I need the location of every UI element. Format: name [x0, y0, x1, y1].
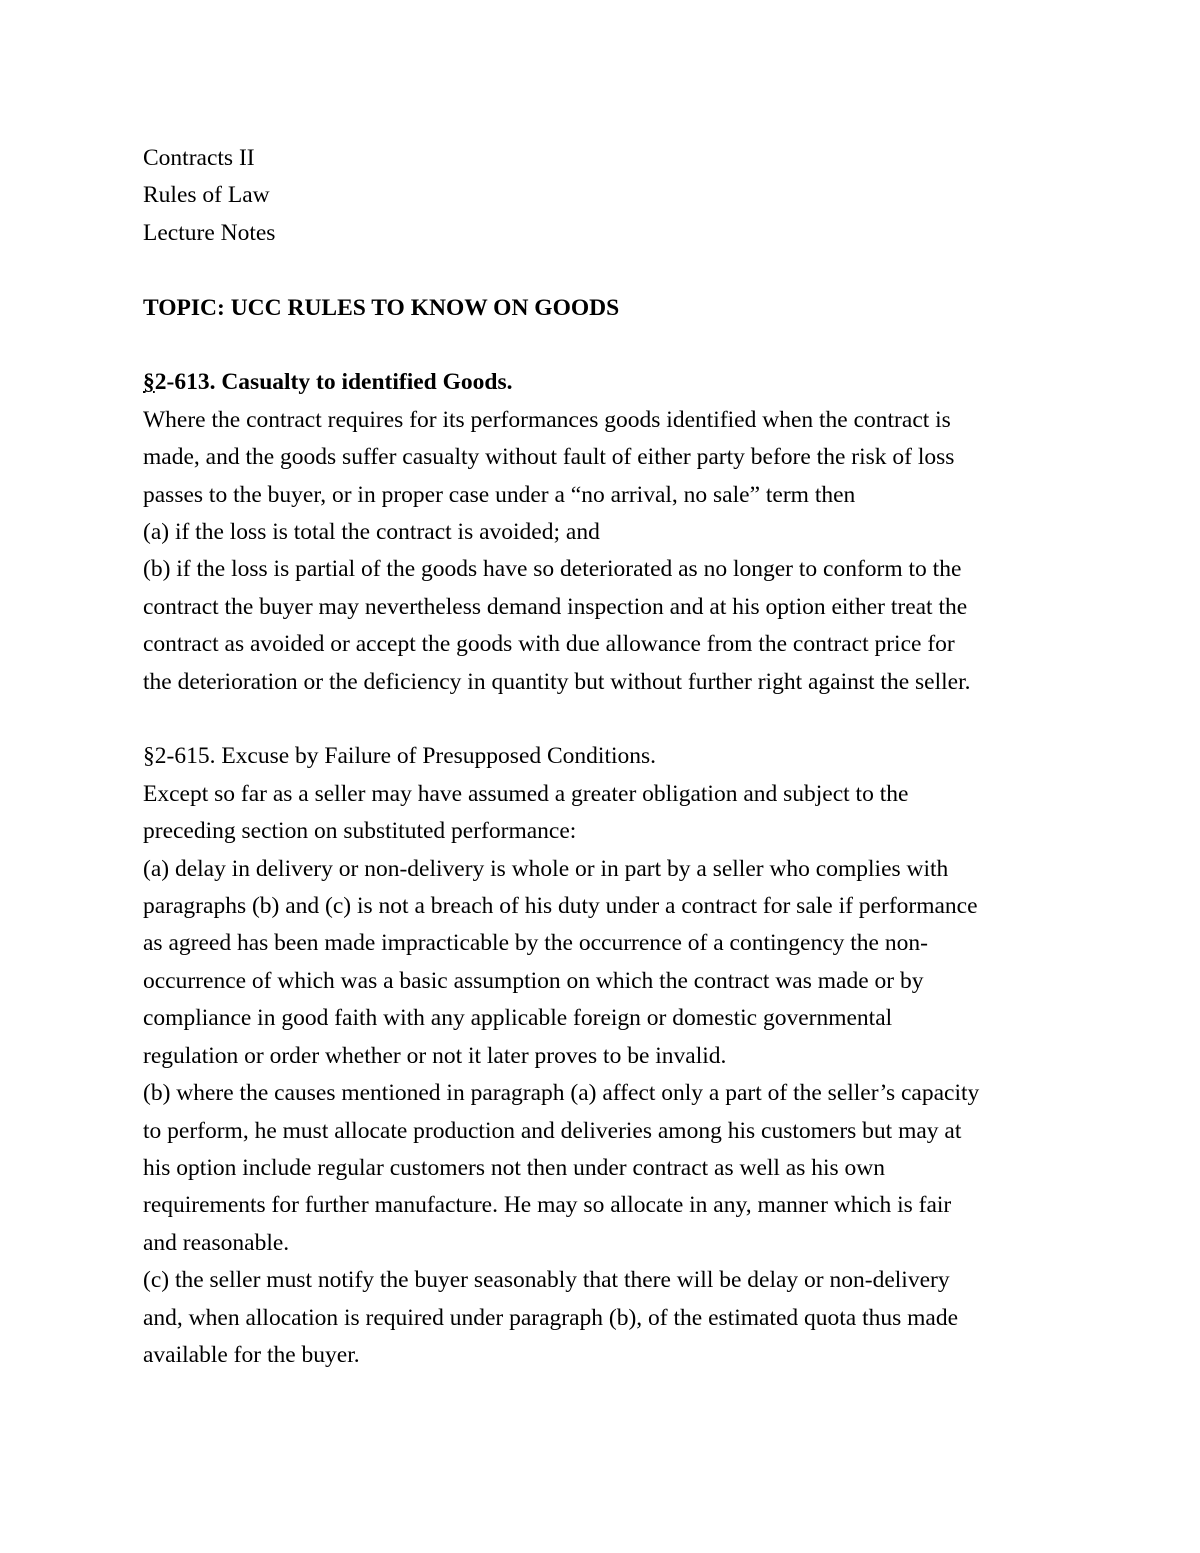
section-2-615-line: preceding section on substituted performance:	[143, 818, 577, 845]
section-2-615-line: available for the buyer.	[143, 1341, 360, 1368]
section-2-615-line: regulation or order whether or not it later proves to be invalid.	[143, 1042, 727, 1069]
section-2-613-line: made, and the goods suffer casualty without fault of either party before the risk of loss	[143, 444, 955, 471]
section-2-615-line: requirements for further manufacture. He may so allocate in any, manner which is fair	[143, 1192, 952, 1219]
section-2-615-line: and reasonable.	[143, 1229, 290, 1256]
topic-heading: TOPIC: UCC RULES TO KNOW ON GOODS	[143, 294, 620, 321]
section-2-615-line: to perform, he must allocate production and deliveries among his customers but may at	[143, 1117, 962, 1144]
spacer	[143, 327, 1073, 364]
section-heading-text: 2-613. Casualty to identified Goods.	[154, 369, 513, 396]
section-2-615-line: compliance in good faith with any applicable foreign or domestic governmental	[143, 1005, 893, 1032]
course-title: Contracts II	[143, 145, 255, 171]
section-2-613-line: passes to the buyer, or in proper case under a “no arrival, no sale” term then	[143, 481, 856, 508]
section-2-613-line: (a) if the loss is total the contract is avoided; and	[143, 519, 600, 546]
section-2-613-line: Where the contract requires for its performances goods identified when the contract is	[143, 406, 951, 433]
section-2-613-line: contract the buyer may nevertheless demand inspection and at his option either treat the	[143, 593, 968, 620]
section-2-615-line: and, when allocation is required under paragraph (b), of the estimated quota thus made	[143, 1304, 959, 1331]
section-2-613-line: the deterioration or the deficiency in quantity but without further right against the seller.	[143, 668, 971, 695]
section-2-613-line: contract as avoided or accept the goods with due allowance from the contract price for	[143, 631, 955, 658]
section-2-613-line: (b) if the loss is partial of the goods have so deteriorated as no longer to conform to the	[143, 556, 962, 583]
section-2-615-heading: §2-615. Excuse by Failure of Presupposed Conditions.	[143, 743, 657, 770]
spacer	[143, 252, 1073, 289]
section-2-615-line: paragraphs (b) and (c) is not a breach of his duty under a contract for sale if performance	[143, 893, 978, 920]
document-body	[143, 140, 1073, 1374]
section-2-615-line: as agreed has been made impracticable by the occurrence of a contingency the non-	[143, 930, 928, 957]
section-2-615-line: his option include regular customers not then under contract as well as his own	[143, 1154, 886, 1181]
section-symbol: §	[143, 369, 155, 396]
section-2-615-line: (a) delay in delivery or non-delivery is whole or in part by a seller who complies with	[143, 855, 949, 882]
section-2-615-line: (c) the seller must notify the buyer seasonably that there will be delay or non-delivery	[143, 1267, 950, 1294]
document-subtitle: Rules of Law	[143, 182, 270, 209]
section-2-615-line: Except so far as a seller may have assumed a greater obligation and subject to the	[143, 780, 909, 807]
spacer	[143, 701, 1073, 738]
section-2-613-heading	[143, 364, 1073, 401]
document-type: Lecture Notes	[143, 219, 276, 246]
section-2-615-line: occurrence of which was a basic assumption on which the contract was made or by	[143, 967, 924, 994]
section-2-615-line: (b) where the causes mentioned in paragraph (a) affect only a part of the seller’s capacity	[143, 1080, 980, 1107]
